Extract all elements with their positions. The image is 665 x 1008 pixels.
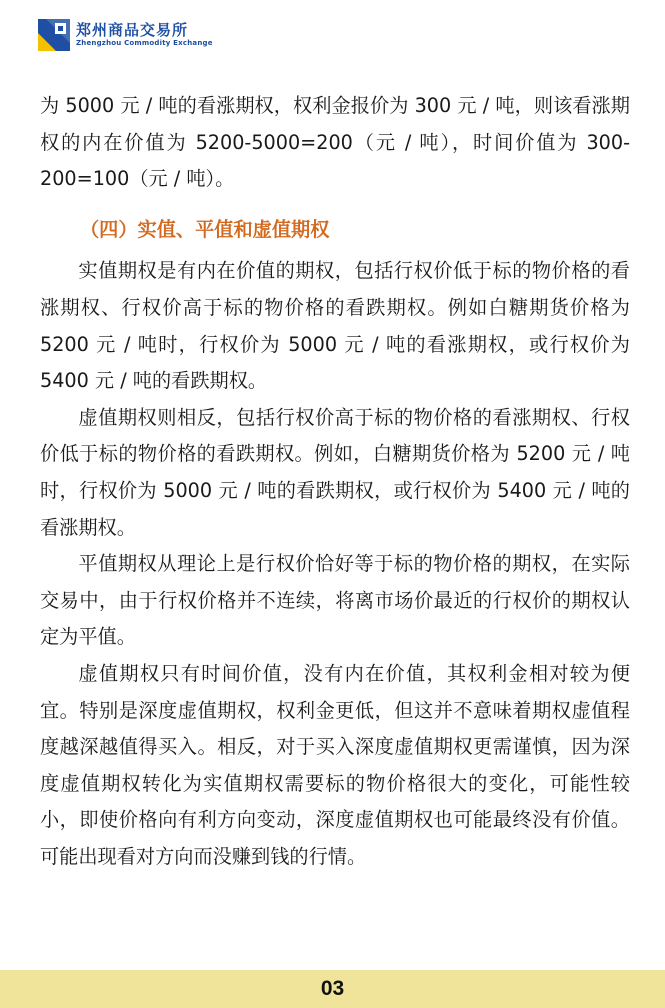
logo-english-name: Zhengzhou Commodity Exchange — [76, 39, 213, 47]
paragraph-otm-value: 虚值期权只有时间价值，没有内在价值，其权利金相对较为便宜。特别是深度虚值期权，权利金更低，但这并不意味着期权虚值程度越深越值得买入。相反，对于买入深度虚值期权更需谨慎，因为深度虚值期权转化为实值期权需要标的物价格很大的变化，可能性较小，即使价格向有利方向变动，深度虚值期权也可能最终没有价值。可能出现看对方向而没赚到钱的行情。 — [40, 661, 630, 868]
header — [38, 18, 213, 52]
exchange-logo-icon — [38, 19, 70, 51]
paragraph-in-the-money: 实值期权是有内在价值的期权，包括行权价低于标的物价格的看涨期权、行权价高于标的物价格的看跌期权。例如白糖期货价格为 5200 元 / 吨时，行权价为 5000 元 / 吨的看涨期权，或行权价为 5400 元 / 吨的看跌期权。 — [40, 259, 630, 393]
paragraph-intro: 为 5000 元 / 吨的看涨期权，权利金报价为 300 元 / 吨，则该看涨期权的内在价值为 5200-5000=200（元 / 吨），时间价值为 300-200=100（元 / 吨）。 — [40, 94, 630, 191]
document-body — [40, 88, 630, 875]
logo-chinese-name: 郑州商品交易所 — [76, 21, 189, 39]
page-number: 03 — [320, 977, 345, 1000]
logo-text — [76, 22, 213, 48]
footer-band — [0, 970, 665, 1008]
paragraph-at-the-money: 平值期权从理论上是行权价恰好等于标的物价格的期权，在实际交易中，由于行权价格并不连续，将离市场价最近的行权价的期权认定为平值。 — [40, 552, 630, 649]
section-title: （四）实值、平值和虚值期权 — [80, 217, 330, 241]
paragraph-out-of-the-money: 虚值期权则相反，包括行权价高于标的物价格的看涨期权、行权价低于标的物价格的看跌期权。例如，白糖期货价格为 5200 元 / 吨时，行权价为 5000 元 / 吨的看跌期权，或行权价为 5400 元 / 吨的看涨期权。 — [40, 405, 630, 539]
